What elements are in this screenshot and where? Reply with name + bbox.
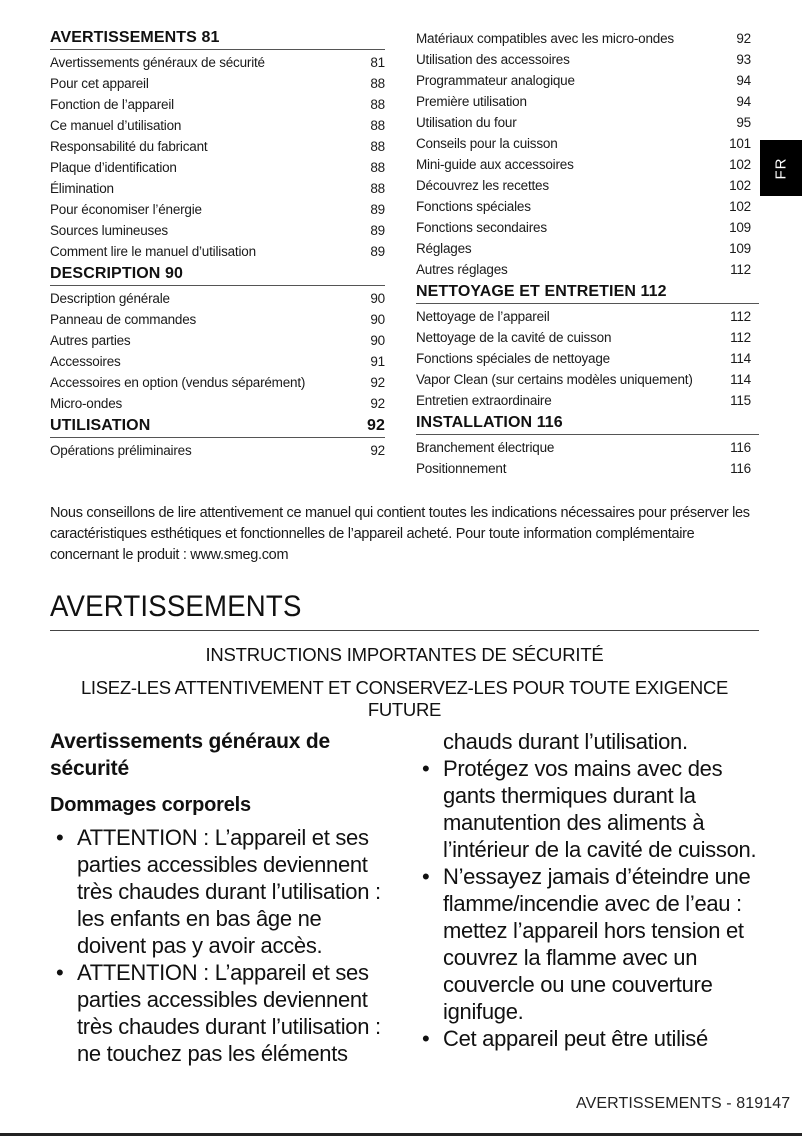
toc-item[interactable] xyxy=(416,70,759,91)
toc-item-page: 88 xyxy=(370,181,385,196)
toc-heading[interactable] xyxy=(416,413,759,435)
toc-item[interactable] xyxy=(416,112,759,133)
toc-item-page: 88 xyxy=(370,160,385,175)
toc-item[interactable] xyxy=(416,437,759,458)
language-tab xyxy=(760,140,802,196)
toc-item[interactable] xyxy=(50,73,385,94)
toc-item-label: Première utilisation xyxy=(416,94,527,109)
toc-item[interactable] xyxy=(416,327,759,348)
toc-item-label: Utilisation des accessoires xyxy=(416,52,570,67)
warning-item xyxy=(416,755,761,863)
toc-section-installation xyxy=(416,413,759,479)
toc-section-utilisation xyxy=(50,416,385,461)
toc-item-page: 88 xyxy=(370,118,385,133)
toc-item-label: Fonction de l’appareil xyxy=(50,97,174,112)
toc-item-page: 89 xyxy=(370,223,385,238)
warning-item xyxy=(416,863,761,1025)
warning-text: ATTENTION : L’appareil et ses parties accessibles deviennent très chaudes durant l’utilisation : ne touchez pas les éléments xyxy=(77,960,381,1066)
toc-heading-label: AVERTISSEMENTS 81 xyxy=(50,29,220,46)
toc-item-label: Opérations préliminaires xyxy=(50,443,192,458)
toc-heading-label: INSTALLATION 116 xyxy=(416,414,563,431)
toc-section-avertissements xyxy=(50,28,385,262)
toc-item-label: Autres réglages xyxy=(416,262,508,277)
toc-item[interactable] xyxy=(416,259,759,280)
toc-item-page: 102 xyxy=(729,157,751,172)
toc-item-label: Plaque d’identification xyxy=(50,160,177,175)
section-title-label: AVERTISSEMENTS xyxy=(50,590,302,623)
toc-item-page: 102 xyxy=(729,178,751,193)
toc-item[interactable] xyxy=(50,351,385,372)
warning-text: Cet appareil peut être utilisé xyxy=(443,1026,708,1051)
toc-item-page: 90 xyxy=(370,333,385,348)
toc-item-label: Branchement électrique xyxy=(416,440,555,455)
toc-item[interactable] xyxy=(416,217,759,238)
toc-item-label: Mini-guide aux accessoires xyxy=(416,157,574,172)
subheading-personal-injury: Dommages corporels xyxy=(50,794,251,816)
toc-item[interactable] xyxy=(50,94,385,115)
language-tab-label: FR xyxy=(772,157,790,179)
warning-text: Protégez vos mains avec des gants thermiques durant la manutention des aliments à l’intérieur de la cavité de cuisson. xyxy=(443,756,757,862)
toc-item-label: Ce manuel d’utilisation xyxy=(50,118,182,133)
toc-item[interactable] xyxy=(416,306,759,327)
toc-item[interactable] xyxy=(416,133,759,154)
toc-item-page: 90 xyxy=(370,291,385,306)
page-footer: AVERTISSEMENTS - 819147 xyxy=(576,1095,791,1112)
toc-item[interactable] xyxy=(416,348,759,369)
toc-item[interactable] xyxy=(50,330,385,351)
toc-item-page: 101 xyxy=(729,136,751,151)
toc-item-label: Utilisation du four xyxy=(416,115,517,130)
toc-item-label: Conseils pour la cuisson xyxy=(416,136,558,151)
toc-item[interactable] xyxy=(416,458,759,479)
toc-item-page: 94 xyxy=(736,94,751,109)
intro-paragraph: Nous conseillons de lire attentivement ce manuel qui contient toutes les indications nécessaires pour préserver les caractéristiques esthétiques et fonctionnelles de l’appareil acheté. Pour toute information complémentaire concernant le produit : www.smeg.com xyxy=(50,505,750,563)
toc-item[interactable] xyxy=(50,178,385,199)
toc-item[interactable] xyxy=(50,309,385,330)
warning-list xyxy=(50,824,395,1067)
toc-item-page: 92 xyxy=(370,443,385,458)
toc-left-column xyxy=(50,28,385,461)
toc-section-nettoyage xyxy=(416,282,759,411)
toc-item-page: 115 xyxy=(730,393,751,408)
toc-item-label: Matériaux compatibles avec les micro-ondes xyxy=(416,31,674,46)
toc-item-page: 88 xyxy=(370,139,385,154)
toc-item[interactable] xyxy=(416,238,759,259)
toc-item-page: 112 xyxy=(730,309,751,324)
toc-item-label: Nettoyage de l’appareil xyxy=(416,309,550,324)
toc-item-label: Réglages xyxy=(416,241,472,256)
section-title xyxy=(50,588,759,631)
toc-item-page: 89 xyxy=(370,202,385,217)
toc-item-page: 92 xyxy=(736,31,751,46)
bullet-icon: • xyxy=(422,864,430,889)
toc-item-page: 116 xyxy=(730,461,751,476)
toc-item-label: Responsabilité du fabricant xyxy=(50,139,208,154)
toc-item-page: 94 xyxy=(736,73,751,88)
toc-item-page: 116 xyxy=(730,440,751,455)
toc-item[interactable] xyxy=(50,440,385,461)
toc-item-label: Pour économiser l’énergie xyxy=(50,202,202,217)
toc-heading[interactable] xyxy=(50,416,385,438)
toc-item-label: Comment lire le manuel d’utilisation xyxy=(50,244,256,259)
toc-item-label: Description générale xyxy=(50,291,170,306)
toc-item[interactable] xyxy=(50,136,385,157)
toc-item-label: Sources lumineuses xyxy=(50,223,168,238)
bullet-icon: • xyxy=(422,756,430,781)
toc-item-page: 102 xyxy=(729,199,751,214)
toc-item[interactable] xyxy=(416,91,759,112)
toc-item[interactable] xyxy=(416,196,759,217)
toc-item-page: 81 xyxy=(370,55,385,70)
toc-item-label: Avertissements généraux de sécurité xyxy=(50,55,265,70)
bullet-icon: • xyxy=(56,960,64,985)
toc-item-page: 92 xyxy=(370,375,385,390)
toc-item-page: 88 xyxy=(370,76,385,91)
toc-item[interactable] xyxy=(50,199,385,220)
read-and-keep-notice: LISEZ-LES ATTENTIVEMENT ET CONSERVEZ-LES POUR TOUTE EXIGENCE FUTURE xyxy=(80,677,729,720)
toc-right-column xyxy=(416,28,759,479)
toc-item-page: 91 xyxy=(370,354,385,369)
toc-item-page: 109 xyxy=(729,241,751,256)
toc-item[interactable] xyxy=(416,154,759,175)
toc-item[interactable] xyxy=(50,393,385,414)
toc-item-page: 92 xyxy=(370,396,385,411)
bullet-icon: • xyxy=(56,825,64,850)
toc-heading-label: NETTOYAGE ET ENTRETIEN 112 xyxy=(416,283,667,300)
toc-section-utilisation-continued xyxy=(416,28,759,280)
toc-item-page: 88 xyxy=(370,97,385,112)
toc-item-label: Vapor Clean (sur certains modèles uniquement) xyxy=(416,372,693,387)
toc-item[interactable] xyxy=(416,390,759,411)
warning-item xyxy=(50,959,395,1067)
toc-item-page: 89 xyxy=(370,244,385,259)
toc-item[interactable] xyxy=(416,49,759,70)
toc-heading[interactable] xyxy=(50,264,385,286)
toc-item-page: 114 xyxy=(730,351,751,366)
toc-item-label: Micro-ondes xyxy=(50,396,123,411)
toc-item-page: 114 xyxy=(730,372,751,387)
toc-item-label: Panneau de commandes xyxy=(50,312,197,327)
toc-item-page: 112 xyxy=(730,330,751,345)
toc-item-page: 93 xyxy=(736,52,751,67)
safety-instructions-heading: INSTRUCTIONS IMPORTANTES DE SÉCURITÉ xyxy=(205,644,604,665)
warning-text: ATTENTION : L’appareil et ses parties accessibles deviennent très chaudes durant l’utilisation : les enfants en bas âge ne doivent pas y avoir accès. xyxy=(77,825,381,958)
toc-item[interactable] xyxy=(50,52,385,73)
warning-item xyxy=(50,824,395,959)
toc-item[interactable] xyxy=(50,220,385,241)
toc-heading[interactable] xyxy=(416,282,759,304)
toc-item-label: Nettoyage de la cavité de cuisson xyxy=(416,330,612,345)
toc-heading-page: 92 xyxy=(367,417,385,434)
warning-text: N’essayez jamais d’éteindre une flamme/incendie avec de l’eau : mettez l’appareil hors tension et couvrez la flamme avec un couvercle ou une couverture ignifuge. xyxy=(443,864,751,1024)
toc-item-page: 95 xyxy=(736,115,751,130)
warning-item xyxy=(416,1025,761,1052)
toc-heading-label: UTILISATION xyxy=(50,417,151,434)
toc-item-label: Élimination xyxy=(50,181,114,196)
toc-item-page: 112 xyxy=(730,262,751,277)
toc-item-label: Pour cet appareil xyxy=(50,76,149,91)
toc-item-label: Accessoires en option (vendus séparément) xyxy=(50,375,306,390)
body-column-right xyxy=(416,728,761,1052)
toc-item[interactable] xyxy=(416,175,759,196)
toc-item[interactable] xyxy=(50,115,385,136)
toc-item-label: Positionnement xyxy=(416,461,507,476)
toc-item[interactable] xyxy=(50,241,385,262)
toc-item-label: Fonctions secondaires xyxy=(416,220,547,235)
toc-item-label: Accessoires xyxy=(50,354,121,369)
toc-item[interactable] xyxy=(416,369,759,390)
toc-heading[interactable] xyxy=(50,28,385,50)
toc-item[interactable] xyxy=(416,28,759,49)
toc-item-label: Autres parties xyxy=(50,333,131,348)
toc-item-page: 90 xyxy=(370,312,385,327)
toc-item[interactable] xyxy=(50,372,385,393)
toc-heading-label: DESCRIPTION 90 xyxy=(50,265,183,282)
toc-item-label: Découvrez les recettes xyxy=(416,178,549,193)
toc-section-description xyxy=(50,264,385,414)
body-column-left xyxy=(50,728,395,1067)
toc-item-page: 109 xyxy=(729,220,751,235)
toc-item-label: Fonctions spéciales xyxy=(416,199,531,214)
warning-list xyxy=(416,755,761,1052)
toc-item[interactable] xyxy=(50,288,385,309)
warning-continuation: chauds durant l’utilisation. xyxy=(443,729,688,754)
toc-item-label: Fonctions spéciales de nettoyage xyxy=(416,351,610,366)
toc-item-label: Programmateur analogique xyxy=(416,73,575,88)
toc-item-label: Entretien extraordinaire xyxy=(416,393,552,408)
subheading-general-warnings: Avertissements généraux de sécurité xyxy=(50,730,330,780)
toc-item[interactable] xyxy=(50,157,385,178)
bullet-icon: • xyxy=(422,1026,430,1051)
